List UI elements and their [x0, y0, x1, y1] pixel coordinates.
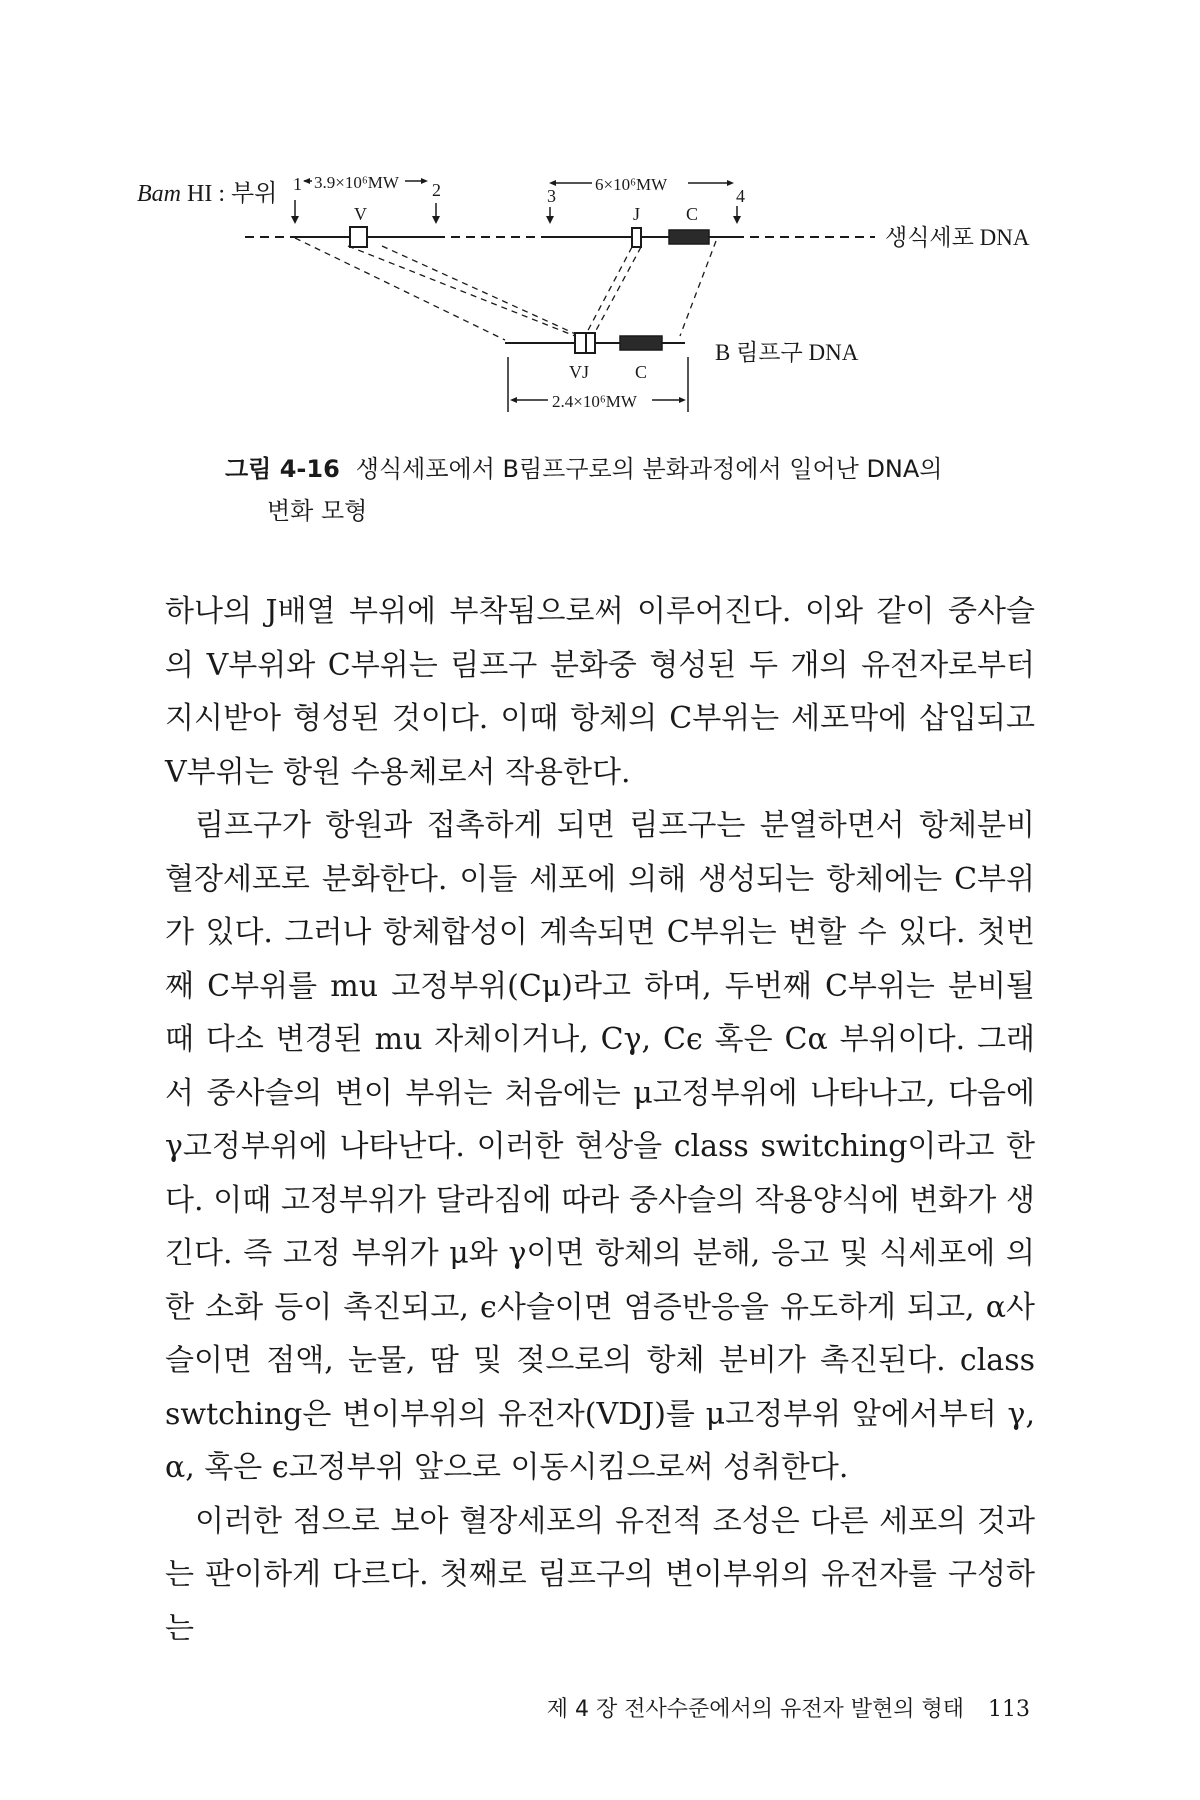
paragraph-3: 이러한 점으로 보아 혈장세포의 유전적 조성은 다른 세포의 것과는 판이하게 다르다. 첫째로 림프구의 변이부위의 유전자를 구성하는: [165, 1503, 1035, 1646]
segment-c-bottom-label: C: [635, 362, 648, 382]
site-label-2: 2: [432, 180, 441, 200]
caption-line-2: 변화 모형: [267, 497, 368, 525]
running-footer-chapter: 제 4 장 전사수준에서의 유전자 발현의 형태: [546, 1697, 964, 1722]
body-text: [165, 585, 1035, 1655]
figure-number: 그림 4-16: [225, 455, 340, 483]
page-footer: [470, 1692, 1030, 1723]
figure-caption: [225, 448, 1045, 532]
germline-v-segment: [350, 227, 367, 247]
segment-j-label: J: [633, 204, 641, 224]
site-label-3: 3: [547, 186, 556, 206]
measure-bottom-label: 2.4×10⁶MW: [552, 392, 637, 411]
measure-top-left-label: 3.9×10⁶MW: [314, 173, 399, 192]
segment-v-label: V: [354, 204, 367, 224]
page-number: 113: [988, 1697, 1030, 1722]
germline-c-segment: [669, 230, 709, 244]
site-label-4: 4: [736, 186, 745, 206]
germline-dna-label: 생식세포 DNA: [885, 225, 1030, 250]
dna-rearrangement-diagram: [0, 0, 1200, 440]
segment-c-top-label: C: [686, 204, 699, 224]
paragraph-1: 하나의 J배열 부위에 부착됨으로써 이루어진다. 이와 같이 중사슬의 V부위와 C부위는 림프구 분화중 형성된 두 개의 유전자로부터 지시받아 형성된 것이다. 이때 항체의 C부위는 세포막에 삽입되고 V부위는 항원 수용체로서 작용한다.: [165, 594, 1035, 790]
figure-enzyme-label: Bam HI : 부위: [137, 181, 278, 207]
b-cell-dna-label: B 림프구 DNA: [715, 340, 859, 365]
measure-top-right-label: 6×10⁶MW: [595, 175, 668, 194]
site-label-1: 1: [293, 174, 302, 194]
b-cell-c-segment: [620, 336, 662, 350]
rearrangement-mapping-lines: [295, 238, 716, 340]
paragraph-2: 림프구가 항원과 접촉하게 되면 림프구는 분열하면서 항체분비 혈장세포로 분화한다. 이들 세포에 의해 생성되는 항체에는 C부위가 있다. 그러나 항체합성이 계속되면 C부위는 변할 수 있다. 첫번째 C부위를 mu 고정부위(Cμ)라고 하며, 두번째 C부위는 분비될 때 다소 변경된 mu 자체이거나, Cγ, Cϵ 혹은 Cα 부위이다. 그래서 중사슬의 변이 부위는 처음에는 μ고정부위에 나타나고, 다음에 γ고정부위에 나타난다. 이러한 현상을 class switching이라고 한다. 이때 고정부위가 달라짐에 따라 중사슬의 작용양식에 변화가 생긴다. 즉 고정 부위가 μ와 γ이면 항체의 분해, 응고 및 식세포에 의한 소화 등이 촉진되고, ϵ사슬이면 염증반응을 유도하게 되고, α사슬이면 점액, 눈물, 땀 및 젖으로의 항체 분비가 촉진된다. class swtching은 변이부위의 유전자(VDJ)를 μ고정부위 앞에서부터 γ, α, 혹은 ϵ고정부위 앞으로 이동시킴으로써 성취한다.: [165, 808, 1035, 1485]
b-cell-vj-segment-v: [575, 333, 586, 353]
caption-line-1: 생식세포에서 B림프구로의 분화과정에서 일어난 DNA의: [355, 455, 943, 483]
segment-vj-label: VJ: [569, 362, 590, 382]
germline-j-segment: [632, 228, 641, 247]
b-cell-vj-segment-j: [586, 333, 595, 353]
